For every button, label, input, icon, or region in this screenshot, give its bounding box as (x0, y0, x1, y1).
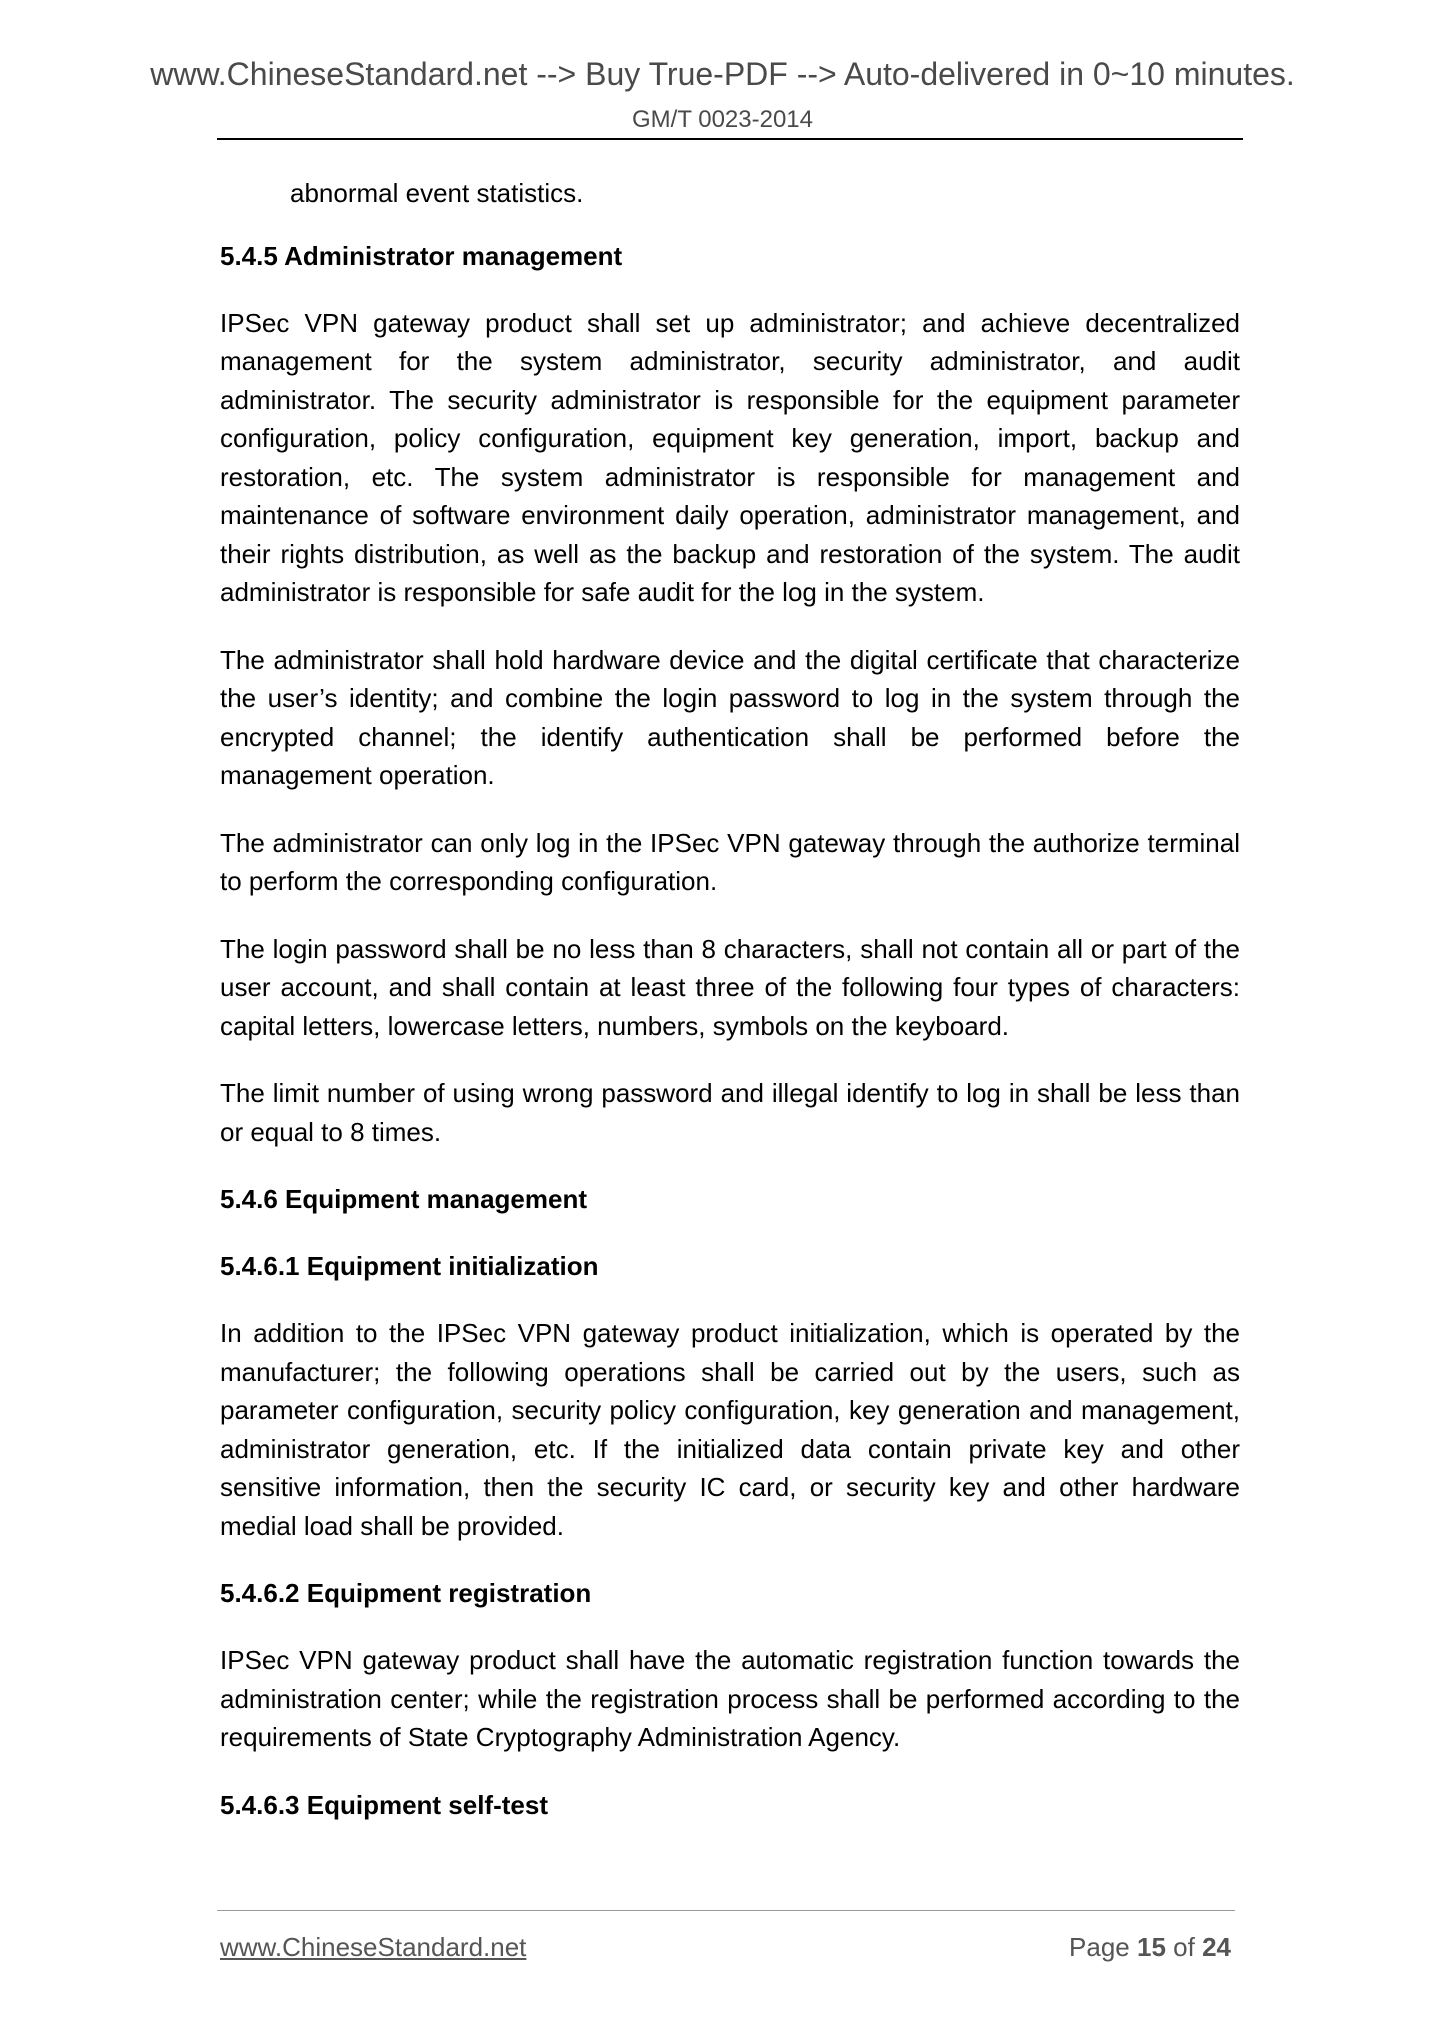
paragraph: IPSec VPN gateway product shall set up administrator; and achieve decentralized management for the system administrator, security administrator, and audit administrator. The security administrator is responsible for the equipment parameter configuration, policy configuration, equipment key generation, import, backup and restoration, etc. The system administrator is responsible for management and maintenance of software environment daily operation, administrator management, and their rights distribution, as well as the backup and restoration of the system. The audit administrator is responsible for safe audit for the log in the system. (220, 307, 1240, 607)
section-heading-5-4-6-2: 5.4.6.2 Equipment registration (220, 1578, 592, 1608)
footer-site-link[interactable]: www.ChineseStandard.net (220, 1932, 527, 1962)
page-current: 15 (1137, 1932, 1166, 1962)
document-body (220, 174, 1240, 1853)
footer-divider (217, 1910, 1235, 1911)
paragraph: In addition to the IPSec VPN gateway product initialization, which is operated by the manufacturer; the following operations shall be carried out by the users, such as parameter configuration, security policy configuration, key generation and management, administrator generation, etc. If the initialized data contain private key and other sensitive information, then the security IC card, or security key and other hardware medial load shall be provided. (220, 1318, 1240, 1541)
standard-code: GM/T 0023-2014 (632, 106, 813, 133)
paragraph: The administrator shall hold hardware device and the digital certificate that characterize the user’s identity; and combine the login password to log in the system through the encrypted channel; the identify authentication shall be performed before the management operation. (220, 644, 1240, 790)
header-divider (217, 138, 1243, 140)
section-heading-5-4-6-3: 5.4.6.3 Equipment self-test (220, 1789, 548, 1820)
paragraph: IPSec VPN gateway product shall have the automatic registration function towards the administration center; while the registration process shall be performed according to the requirements of State Cryptography Administration Agency. (220, 1645, 1240, 1752)
top-banner: www.ChineseStandard.net --> Buy True-PDF --> Auto-delivered in 0~10 minutes. (150, 56, 1295, 92)
page-indicator (1069, 1932, 1231, 1963)
page-total: 24 (1202, 1932, 1231, 1962)
paragraph: The limit number of using wrong password and illegal identify to log in shall be less than or equal to 8 times. (220, 1078, 1240, 1147)
paragraph: The login password shall be no less than 8 characters, shall not contain all or part of the user account, and shall contain at least three of the following four types of characters: capital letters, lowercase letters, numbers, symbols on the keyboard. (220, 933, 1240, 1041)
section-heading-5-4-6: 5.4.6 Equipment management (220, 1184, 587, 1214)
paragraph: The administrator can only log in the IPSec VPN gateway through the authorize terminal to perform the corresponding configuration. (220, 827, 1240, 896)
section-heading-5-4-5: 5.4.5 Administrator management (220, 240, 623, 271)
continuation-text: abnormal event statistics. (290, 178, 584, 208)
page-word: Page (1069, 1932, 1130, 1962)
section-heading-5-4-6-1: 5.4.6.1 Equipment initialization (220, 1251, 599, 1281)
of-word: of (1173, 1932, 1195, 1962)
